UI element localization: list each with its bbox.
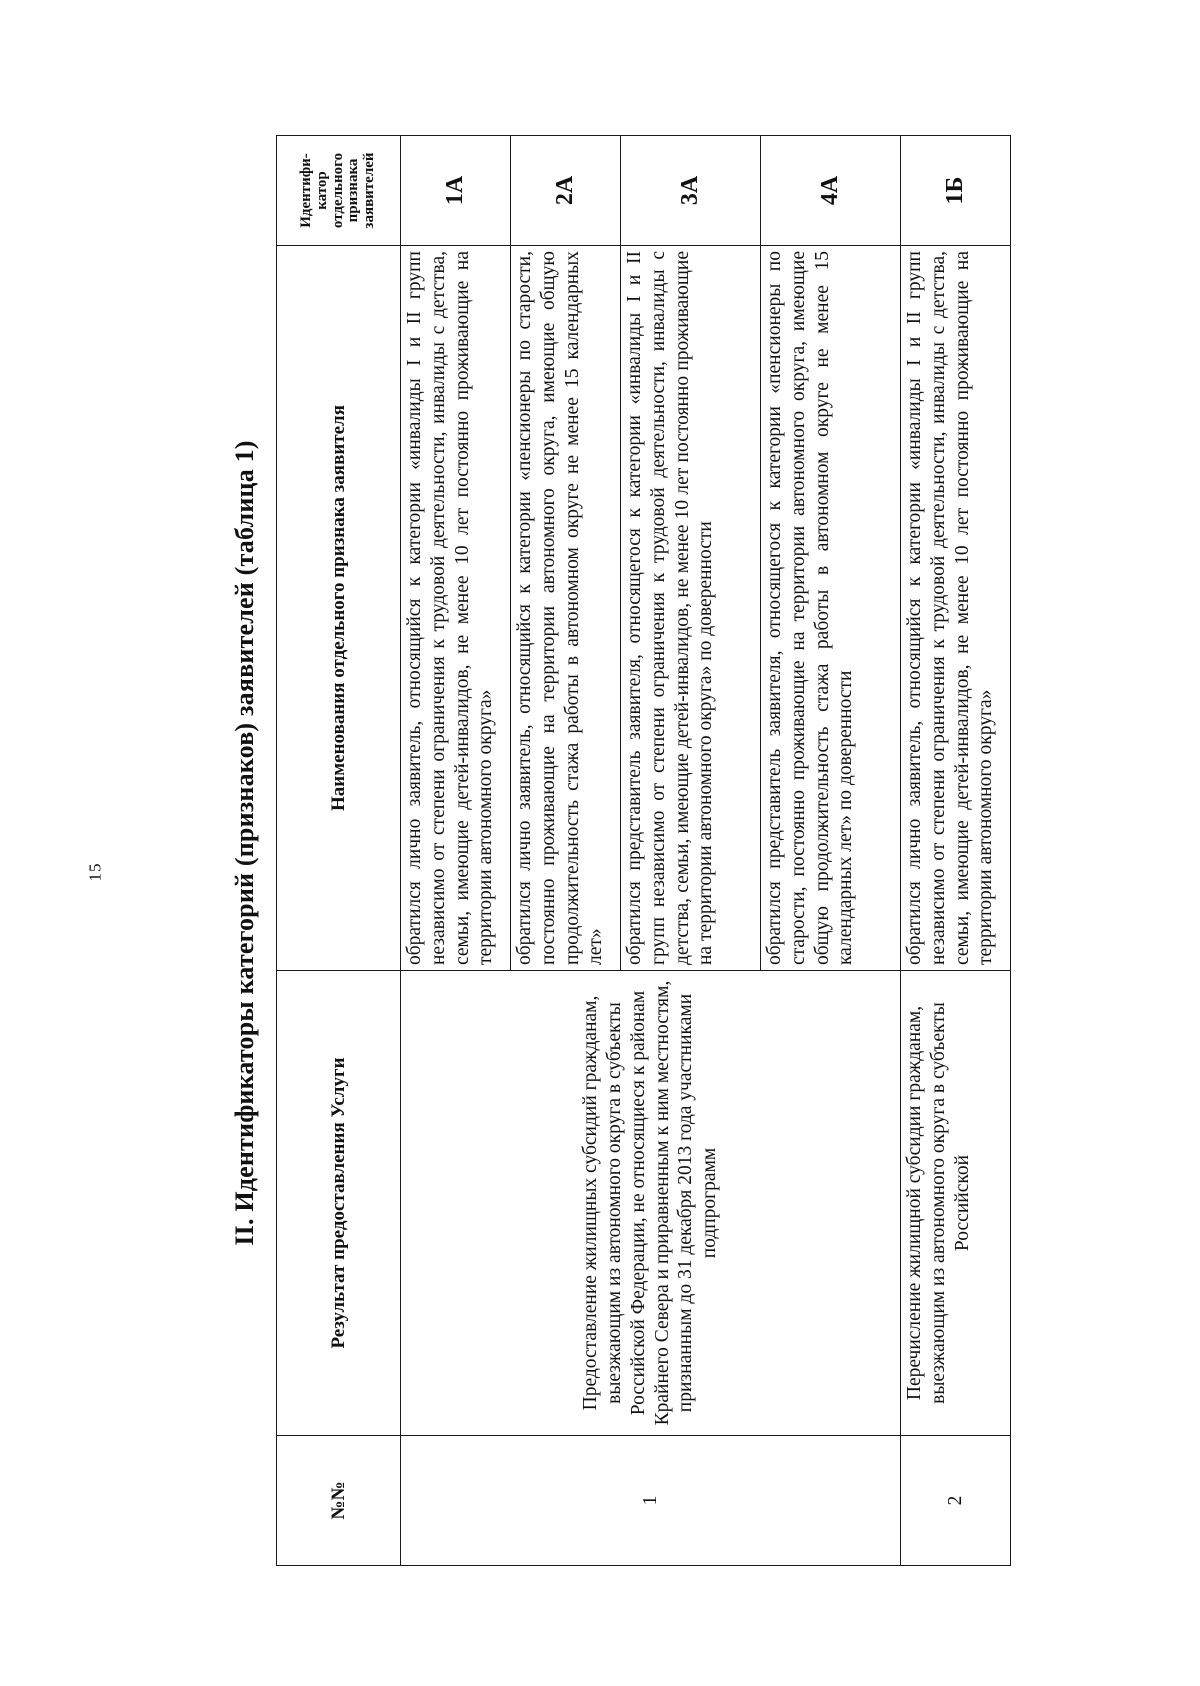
page-number: 15: [85, 862, 105, 882]
applicant-trait-cell: обратился представитель заявителя, относящегося к категории «пенсионеры по старости, постоянно проживающие на территории автономного округа, имеющие общую продолжительность стажа работы в автономном округе не менее 15 календарных лет» по доверенности: [761, 246, 901, 971]
applicant-trait-cell: обратился лично заявитель, относящийся к категории «инвалиды I и II групп независимо от степени ограничения к трудовой деятельности, инвалиды с детства, семьи, имеющие детей-инвалидов, не менее 10 лет постоянно проживающие на территории автономного округа»: [901, 246, 1011, 971]
identifier-cell: 1Б: [901, 136, 1011, 246]
header-identifier: Идентифи-катор отдельного признака заявителей: [277, 136, 401, 246]
identifier-cell: 1А: [401, 136, 511, 246]
identifier-cell: 4А: [761, 136, 901, 246]
applicant-trait-cell: обратился представитель заявителя, относящегося к категории «инвалиды I и II групп независимо от степени ограничения к трудовой деятельности, инвалиды с детства, семьи, имеющие детей-инвалидов, не менее 10 лет постоянно проживающие на территории автономного округа» по доверенности: [621, 246, 761, 971]
applicant-trait-cell: обратился лично заявитель, относящийся к категории «пенсионеры по старости, постоянно проживающие на территории автономного округа, имеющие общую продолжительность стажа работы в автономном округе не менее 15 календарных лет»: [511, 246, 621, 971]
section-title: II. Идентификаторы категорий (признаков) заявителей (таблица 1): [230, 440, 259, 1246]
row-number-1: 1: [401, 1436, 901, 1566]
table-row: [401, 136, 511, 1566]
header-num: №№: [277, 1436, 401, 1566]
header-name: Наименования отдельного признака заявителя: [277, 246, 401, 971]
header-result: Результат предоставления Услуги: [277, 971, 401, 1436]
identifier-cell: 3А: [621, 136, 761, 246]
identifier-cell: 2А: [511, 136, 621, 246]
result-cell-1: Предоставление жилищных субсидий гражданам, выезжающим из автономного округа в субъекты Российской Федерации, не относящиеся к районам Крайнего Севера и приравненным к ним местностям, признанным до 31 декабря 2013 года участниками подпрограмм: [401, 971, 901, 1436]
table-row: [901, 136, 1011, 1566]
applicant-identifiers-table: [276, 135, 1011, 1566]
table-header-row: [277, 136, 401, 1566]
row-number-2: 2: [901, 1436, 1011, 1566]
applicant-trait-cell: обратился лично заявитель, относящийся к категории «инвалиды I и II групп независимо от степени ограничения к трудовой деятельности, инвалиды с детства, семьи, имеющие детей-инвалидов, не менее 10 лет постоянно проживающие на территории автономного округа»: [401, 246, 511, 971]
result-cell-2: Перечисление жилищной субсидии гражданам, выезжающим из автономного округа в субъекты Российской: [901, 971, 1011, 1436]
